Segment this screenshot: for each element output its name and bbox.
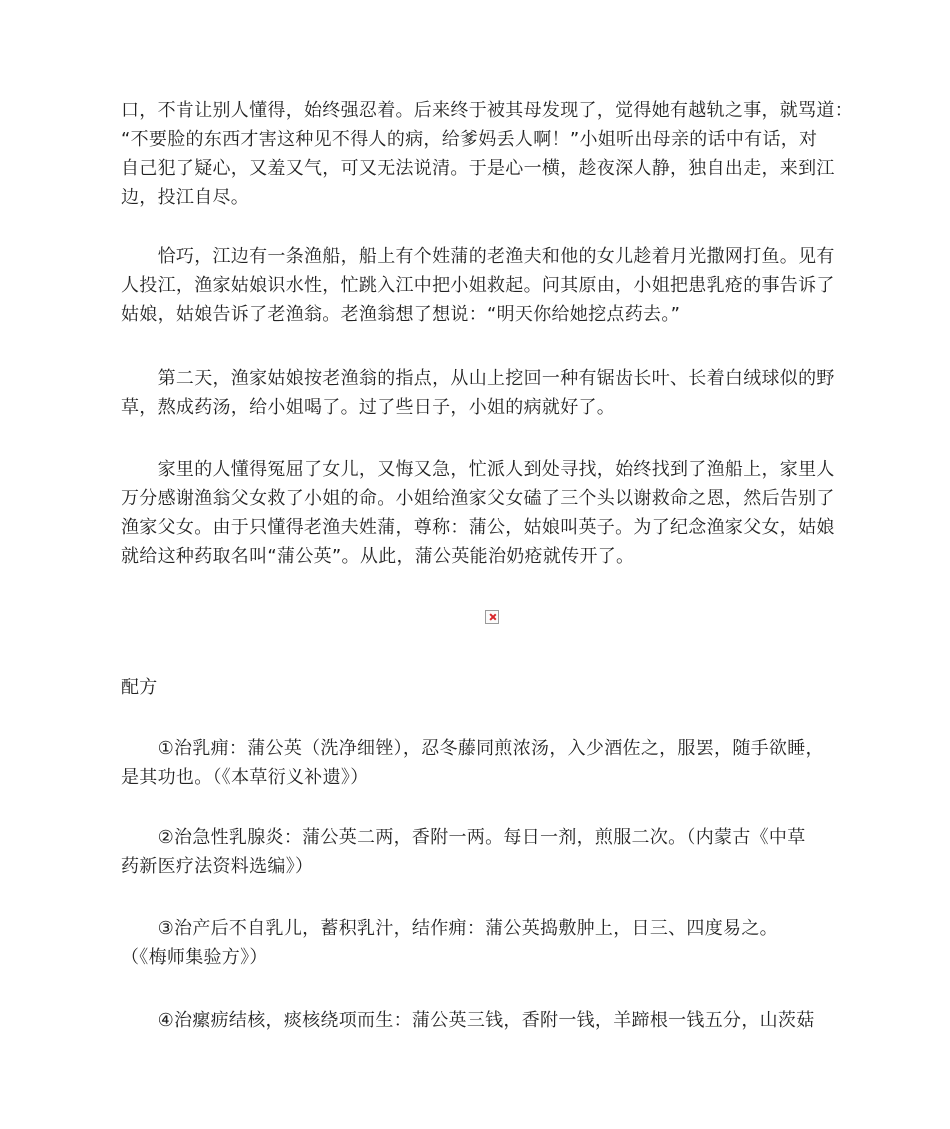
paragraph-1-line-1: 口，不肯让别人懂得，始终强忍着。后来终于被其母发现了，觉得她有越轨之事，就骂道： [121, 100, 853, 121]
recipe-2-line-2: 药新医疗法资料选编》） [121, 856, 314, 877]
paragraph-4-line-4: 就给这种药取名叫“蒲公英”。从此，蒲公英能治奶疮就传开了。 [121, 546, 635, 567]
paragraph-2-line-2: 人投江，渔家姑娘识水性，忙跳入江中把小姐救起。问其原由，小姐把患乳疮的事告诉了 [121, 275, 835, 296]
recipe-4-line-1: ④治瘰疬结核，痰核绕项而生：蒲公英三钱，香附一钱，羊蹄根一钱五分，山茨菇 [121, 1010, 815, 1031]
paragraph-4-line-1: 家里的人懂得冤屈了女儿，又悔又急，忙派人到处寻找，始终找到了渔船上，家里人 [121, 459, 835, 480]
recipe-2-line-1: ②治急性乳腺炎：蒲公英二两，香附一两。每日一剂，煎服二次。（内蒙古《中草 [121, 827, 806, 848]
recipe-3-line-1: ③治产后不自乳儿，蓄积乳汁，结作痈：蒲公英捣敷肿上，日三、四度易之。 [121, 918, 778, 939]
paragraph-4-line-2: 万分感谢渔翁父女救了小姐的命。小姐给渔家父女磕了三个头以谢救命之恩，然后告别了 [121, 488, 835, 509]
paragraph-2-line-1: 恰巧，江边有一条渔船，船上有个姓蒲的老渔夫和他的女儿趁着月光撒网打鱼。见有 [121, 246, 835, 267]
paragraph-2-line-3: 姑娘，姑娘告诉了老渔翁。老渔翁想了想说：“明天你给她挖点药去。” [121, 304, 681, 325]
recipe-3-line-2: （《梅师集验方》） [121, 947, 268, 968]
recipe-1-line-1: ①治乳痈：蒲公英（洗净细锉），忍冬藤同煎浓汤，入少酒佐之，服罢，随手欲睡， [121, 738, 824, 759]
paragraph-1-line-2: “不要脸的东西才害这种见不得人的病，给爹妈丢人啊！”小姐听出母亲的话中有话，对 [121, 129, 818, 150]
recipe-1-line-2: 是其功也。（《本草衍义补遗》） [121, 767, 369, 788]
paragraph-4-line-3: 渔家父女。由于只懂得老渔夫姓蒲，尊称：蒲公，姑娘叫英子。为了纪念渔家父女，姑娘 [121, 517, 835, 538]
paragraph-3-line-2: 草，熬成药汤，给小姐喝了。过了些日子，小姐的病就好了。 [121, 397, 616, 418]
broken-image-icon [485, 610, 499, 624]
paragraph-3-line-1: 第二天，渔家姑娘按老渔翁的指点，从山上挖回一种有锯齿长叶、长着白绒球似的野 [121, 368, 835, 389]
section-heading: 配方 [121, 677, 158, 698]
paragraph-1-line-4: 边，投江自尽。 [121, 187, 250, 208]
paragraph-1-line-3: 自己犯了疑心，又羞又气，可又无法说清。于是心一横，趁夜深人静，独自出走，来到江 [121, 158, 835, 179]
